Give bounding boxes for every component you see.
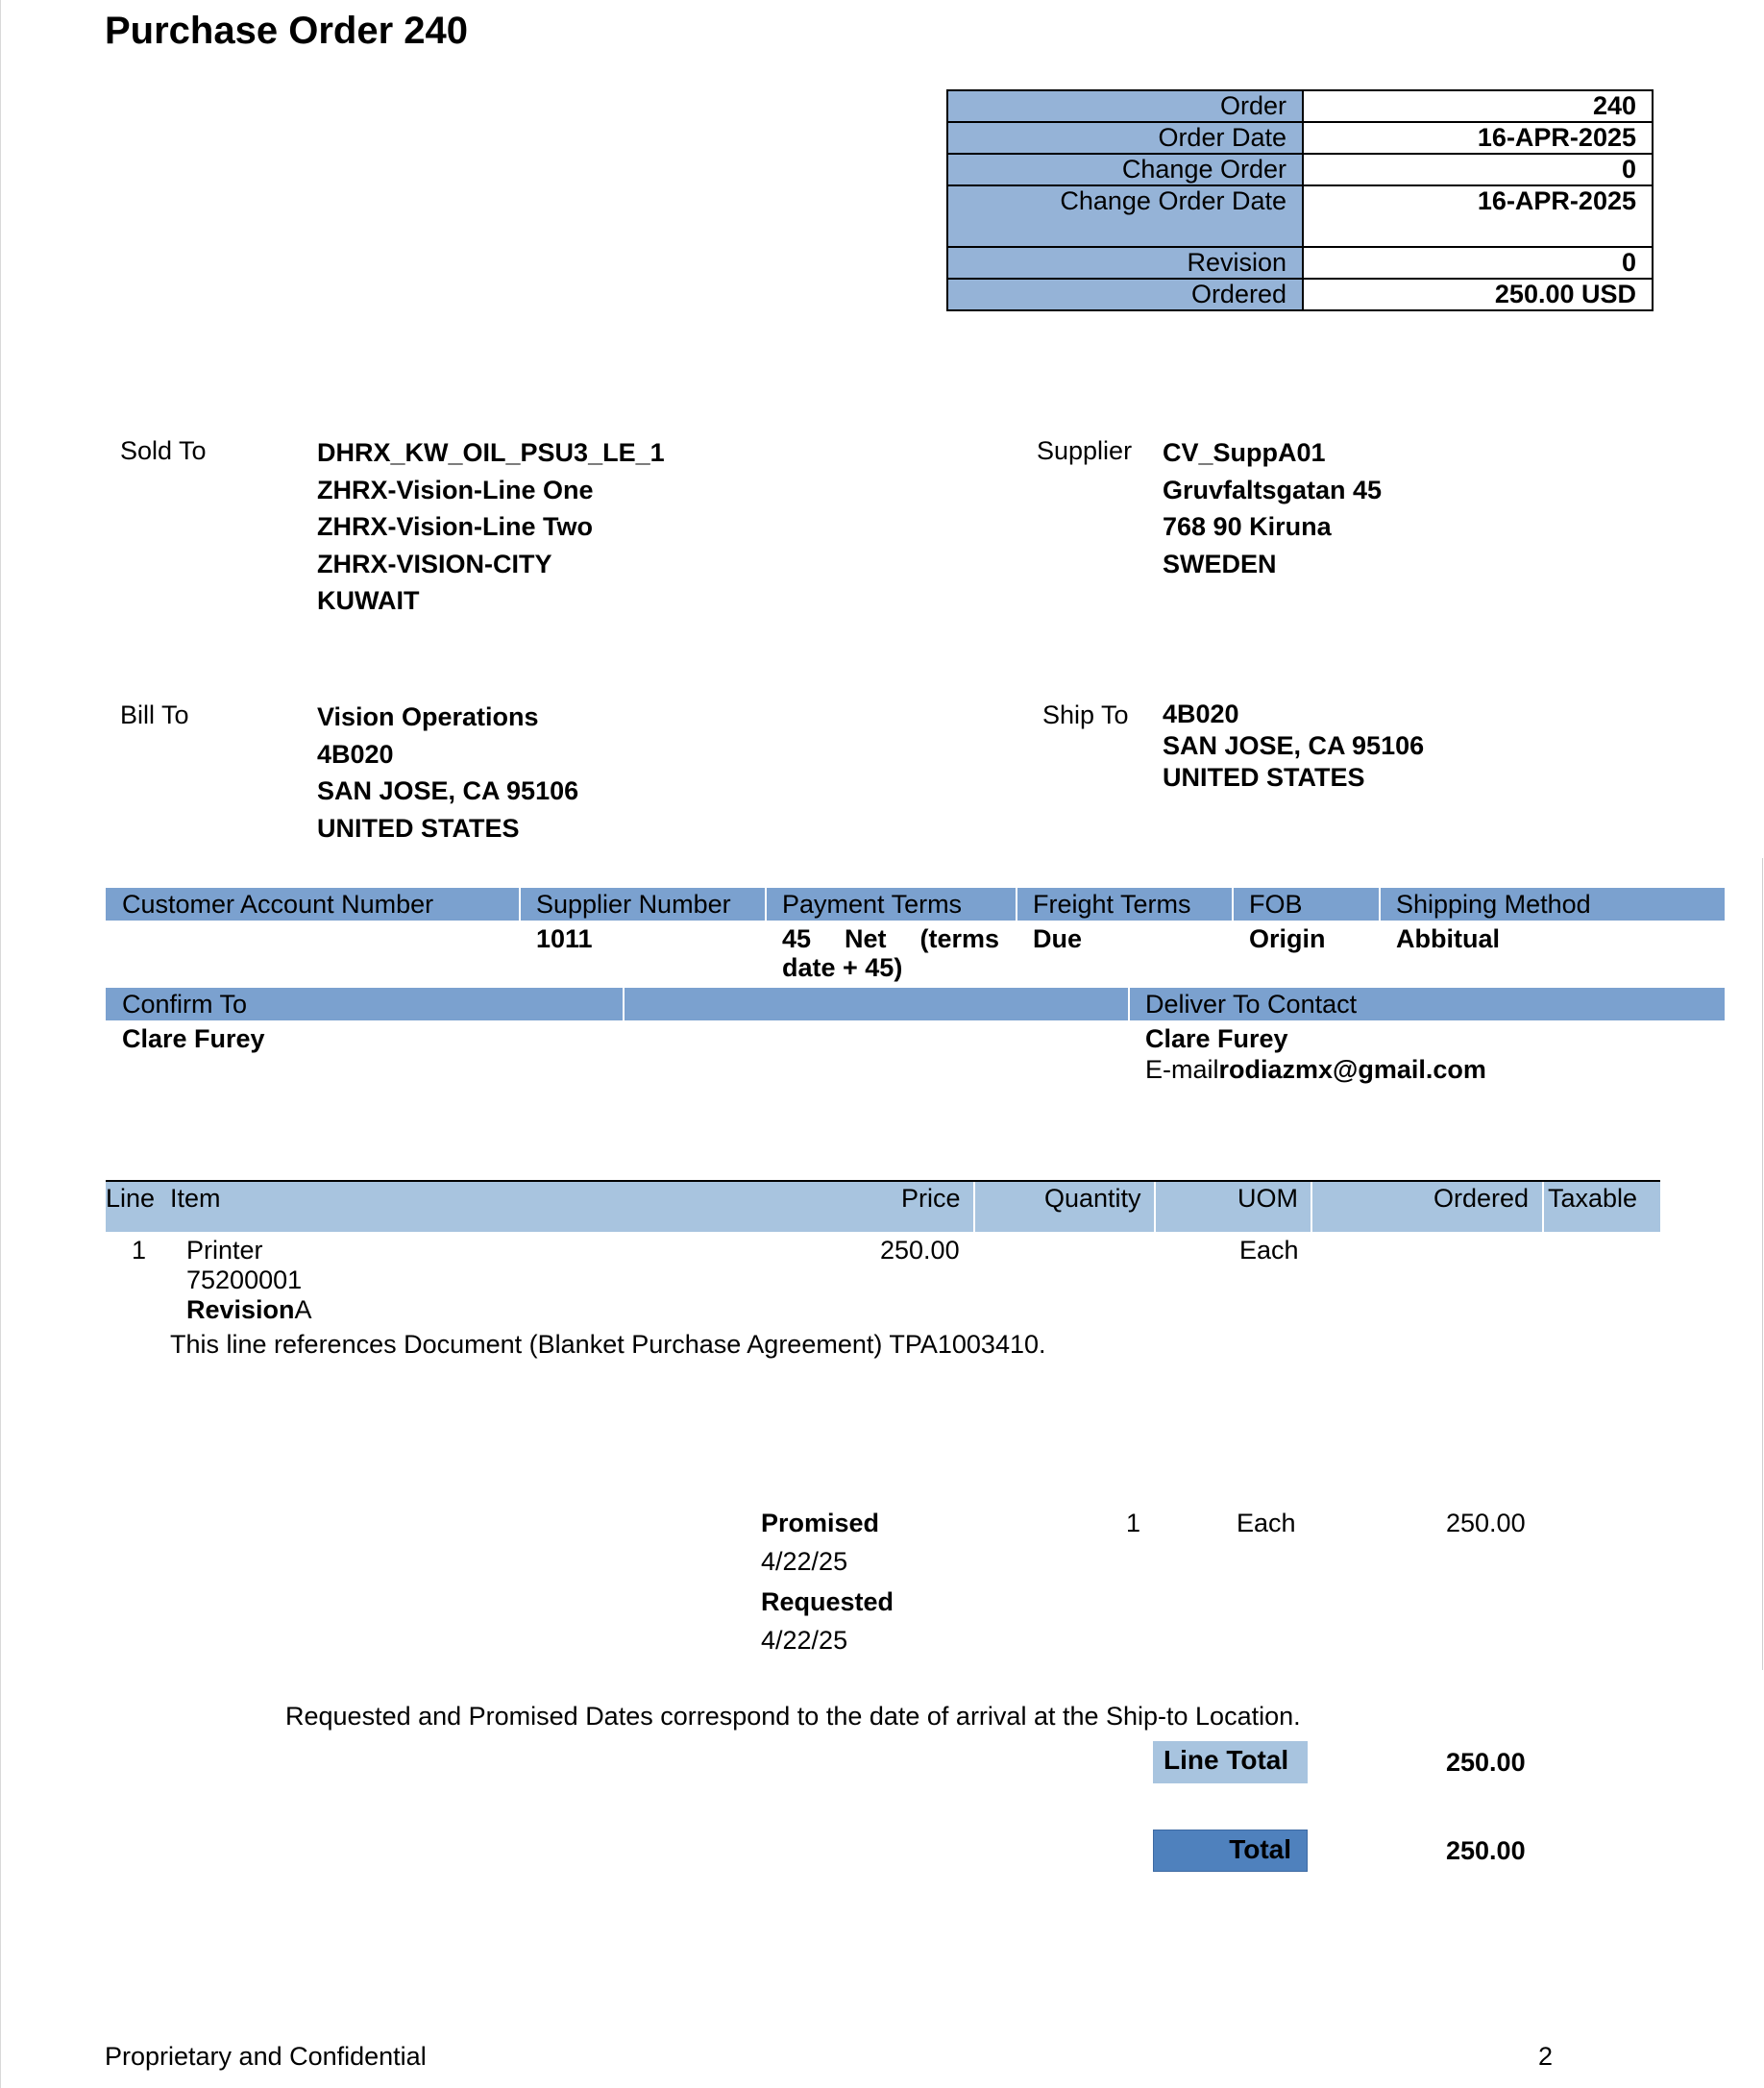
- change-order-label: Change Order: [947, 154, 1303, 185]
- supplier-line: 768 90 Kiruna: [1163, 512, 1332, 541]
- ship-to-line: UNITED STATES: [1163, 763, 1365, 792]
- change-order-date-label: Change Order Date: [947, 185, 1303, 247]
- deliver-to-email: [1145, 1055, 1486, 1085]
- bill-to-line: UNITED STATES: [317, 813, 520, 843]
- uom-header: UOM: [1237, 1184, 1298, 1213]
- footer-confidential: Proprietary and Confidential: [105, 2042, 427, 2071]
- freight-terms-header: Freight Terms: [1033, 890, 1191, 919]
- order-date-row: [947, 122, 1653, 154]
- page-title: Purchase Order 240: [105, 10, 468, 52]
- bill-to-address: [317, 699, 578, 847]
- column-divider: [1311, 1182, 1312, 1232]
- quantity-header: Quantity: [1044, 1184, 1141, 1213]
- line-reference-note: This line references Document (Blanket Purchase Agreement) TPA1003410.: [170, 1330, 1046, 1359]
- shipping-method-value: Abbitual: [1396, 924, 1500, 953]
- column-divider: [623, 988, 625, 1020]
- contacts-header-bar: [106, 988, 1725, 1020]
- ship-to-address: [1163, 699, 1424, 794]
- requested-label: Requested: [761, 1587, 894, 1616]
- payment-terms-value: [782, 924, 999, 982]
- sold-to-line: DHRX_KW_OIL_PSU3_LE_1: [317, 438, 665, 467]
- column-divider: [1154, 1182, 1156, 1232]
- revision-label: Revision: [947, 247, 1303, 279]
- line-number: 1: [132, 1236, 147, 1265]
- confirm-to-name: Clare Furey: [122, 1024, 265, 1053]
- ordered-row: [947, 279, 1653, 310]
- change-order-date-value: 16-APR-2025: [1303, 185, 1653, 247]
- order-info-table: [946, 89, 1654, 311]
- supplier-number-header: Supplier Number: [536, 890, 731, 919]
- email-label: E-mail: [1145, 1055, 1219, 1084]
- payment-terms-line-1: [782, 924, 999, 953]
- supplier-line: CV_SuppA01: [1163, 438, 1326, 467]
- supplier-number-value: 1011: [536, 924, 593, 953]
- order-date-value: 16-APR-2025: [1303, 122, 1653, 154]
- item-revision: [186, 1295, 312, 1325]
- payment-terms-header: Payment Terms: [782, 890, 963, 919]
- supplier-label: Supplier: [1037, 436, 1133, 465]
- schedule-ordered-amount: 250.00: [1446, 1509, 1526, 1537]
- page-number: 2: [1538, 2042, 1554, 2071]
- bill-to-label: Bill To: [120, 700, 189, 729]
- item-number: 75200001: [186, 1265, 303, 1294]
- promised-date: 4/22/25: [761, 1547, 848, 1576]
- order-label: Order: [947, 90, 1303, 122]
- bill-to-line: Vision Operations: [317, 702, 539, 731]
- revision-value: 0: [1303, 247, 1653, 279]
- deliver-to-name: Clare Furey: [1145, 1024, 1288, 1053]
- ship-to-line: SAN JOSE, CA 95106: [1163, 731, 1425, 760]
- schedule-uom: Each: [1237, 1509, 1296, 1537]
- sold-to-line: ZHRX-Vision-Line One: [317, 475, 594, 504]
- total-value: 250.00: [1446, 1836, 1526, 1865]
- column-divider: [973, 1182, 975, 1232]
- revision-row: [947, 247, 1653, 279]
- line-header: Line: [106, 1184, 156, 1213]
- schedule-quantity: 1: [1126, 1509, 1141, 1537]
- deliver-to-contact-header: Deliver To Contact: [1145, 990, 1358, 1019]
- sold-to-label: Sold To: [120, 436, 207, 465]
- bill-to-line: SAN JOSE, CA 95106: [317, 776, 579, 805]
- freight-terms-value: Due: [1033, 924, 1083, 953]
- order-value: 240: [1303, 90, 1653, 122]
- sold-to-line: ZHRX-Vision-Line Two: [317, 512, 593, 541]
- taxable-header: Taxable: [1548, 1184, 1638, 1213]
- ordered-label: Ordered: [947, 279, 1303, 310]
- line-total-label: Line Total: [1153, 1741, 1308, 1783]
- payment-terms-word: 45: [782, 924, 812, 953]
- dates-note: Requested and Promised Dates correspond to the date of arrival at the Ship-to Location.: [285, 1702, 1301, 1731]
- item-description: Printer: [186, 1236, 263, 1265]
- shipping-method-header: Shipping Method: [1396, 890, 1591, 919]
- page-edge-right: [1762, 858, 1763, 1670]
- change-order-row: [947, 154, 1653, 185]
- payment-terms-line-2: date + 45): [782, 953, 903, 982]
- revision-value: A: [294, 1295, 312, 1324]
- line-items-header-bar: [106, 1180, 1660, 1232]
- revision-label: Revision: [186, 1295, 295, 1324]
- order-row: [947, 90, 1653, 122]
- item-uom: Each: [1239, 1236, 1299, 1265]
- change-order-value: 0: [1303, 154, 1653, 185]
- total-label: Total: [1153, 1830, 1308, 1872]
- sold-to-line: KUWAIT: [317, 586, 420, 615]
- payment-terms-word: (terms: [919, 924, 999, 953]
- email-value: rodiazmx@gmail.com: [1218, 1055, 1486, 1084]
- supplier-line: SWEDEN: [1163, 549, 1277, 578]
- ordered-value: 250.00 USD: [1303, 279, 1653, 310]
- sold-to-address: [317, 434, 665, 620]
- ship-to-label: Ship To: [1042, 700, 1129, 729]
- order-date-label: Order Date: [947, 122, 1303, 154]
- column-divider: [1542, 1182, 1544, 1232]
- item-header: Item: [170, 1184, 221, 1213]
- change-order-date-row: [947, 185, 1653, 247]
- price-header: Price: [901, 1184, 961, 1213]
- item-price: 250.00: [880, 1236, 960, 1265]
- bill-to-line: 4B020: [317, 739, 394, 769]
- page-edge: [0, 0, 1, 2088]
- customer-account-number-header: Customer Account Number: [122, 890, 434, 919]
- ordered-header: Ordered: [1433, 1184, 1530, 1213]
- payment-terms-word: Net: [845, 924, 887, 953]
- fob-header: FOB: [1249, 890, 1303, 919]
- sold-to-line: ZHRX-VISION-CITY: [317, 549, 552, 578]
- promised-label: Promised: [761, 1509, 880, 1537]
- supplier-address: [1163, 434, 1382, 582]
- requested-date: 4/22/25: [761, 1626, 848, 1655]
- confirm-to-header: Confirm To: [122, 990, 248, 1019]
- line-total-value: 250.00: [1446, 1748, 1526, 1777]
- ship-to-line: 4B020: [1163, 700, 1239, 728]
- fob-value: Origin: [1249, 924, 1326, 953]
- supplier-line: Gruvfaltsgatan 45: [1163, 475, 1383, 504]
